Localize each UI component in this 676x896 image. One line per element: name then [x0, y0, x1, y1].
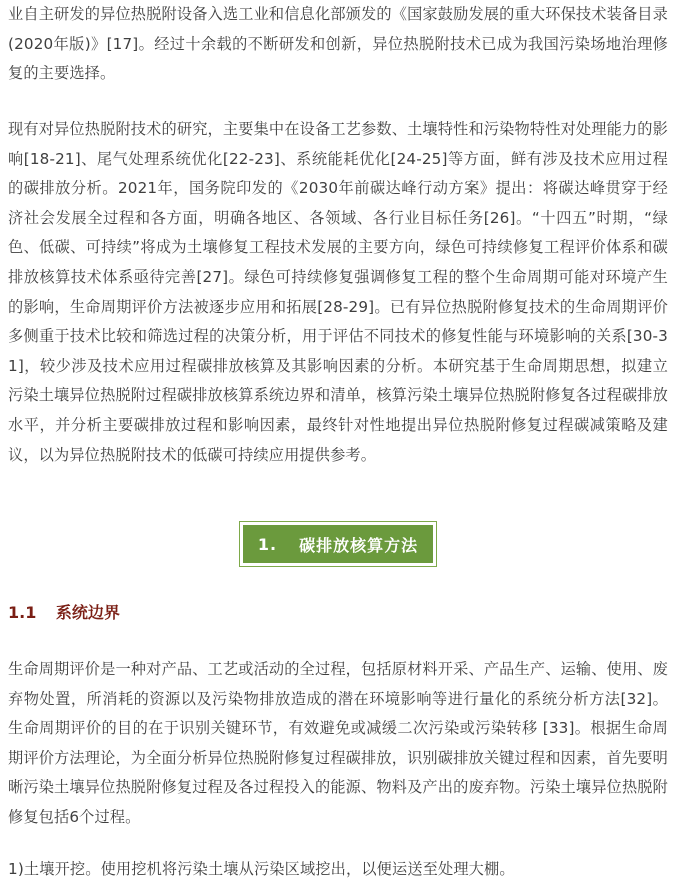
- subsection-heading: [8, 598, 120, 628]
- paragraph-intro-continuation: 业自主研发的异位热脱附设备入选工业和信息化部颁发的《国家鼓励发展的重大环保技术装备目录(2020年版)》[17]。经过十余载的不断研发和创新，异位热脱附技术已成为我国污染场地治理修复的主要选择。: [8, 5, 668, 83]
- subsection-title: 系统边界: [55, 603, 120, 622]
- paragraph-process-step-1: 1)土壤开挖。使用挖机将污染土壤从污染区域挖出，以便运送至处理大棚。: [8, 860, 515, 878]
- paragraph-research-status: 现有对异位热脱附技术的研究，主要集中在设备工艺参数、土壤特性和污染物特性对处理能力的影响[18-21]、尾气处理系统优化[22-23]、系统能耗优化[24-25]等方面，鲜有涉及技术应用过程的碳排放分析。2021年，国务院印发的《2030年前碳达峰行动方案》提出：将碳达峰贯穿于经济社会发展全过程和各方面，明确各地区、各领域、各行业目标任务[26]。“十四五”时期，“绿色、低碳、可持续”将成为土壤修复工程技术发展的主要方向，绿色可持续修复工程评价体系和碳排放核算技术体系亟待完善[27]。绿色可持续修复强调修复工程的整个生命周期可能对环境产生的影响，生命周期评价方法被逐步应用和拓展[28-29]。已有异位热脱附修复技术的生命周期评价多侧重于技术比较和筛选过程的决策分析，用于评估不同技术的修复性能与环境影响的关系[30-31]，较少涉及技术应用过程碳排放核算及其影响因素的分析。本研究基于生命周期思想，拟建立污染土壤异位热脱附过程碳排放核算系统边界和清单，核算污染土壤异位热脱附修复各过程碳排放水平，并分析主要碳排放过程和影响因素，最终针对性地提出异位热脱附修复过程碳减策略及建议，以为异位热脱附技术的低碳可持续应用提供参考。: [8, 120, 668, 464]
- paragraph-lca-definition: 生命周期评价是一种对产品、工艺或活动的全过程，包括原材料开采、产品生产、运输、使用、废弃物处置，所消耗的资源以及污染物排放造成的潜在环境影响等进行量化的系统分析方法[32]。生命周期评价的目的在于识别关键环节，有效避免或减缓二次污染或污染转移 [33]。根据生命周期评价方法理论，为全面分析异位热脱附修复过程碳排放，识别碳排放关键过程和因素，首先要明晰污染土壤异位热脱附修复过程及各过程投入的能源、物料及产出的废弃物。污染土壤异位热脱附修复包括6个过程。: [8, 660, 668, 826]
- section-number: 1.: [257, 534, 278, 554]
- section-heading: [243, 525, 433, 563]
- section-title: 碳排放核算方法: [299, 535, 419, 555]
- subsection-number: 1.1: [8, 603, 37, 622]
- section-heading-wrapper: [0, 521, 676, 567]
- section-heading-box: [239, 521, 437, 567]
